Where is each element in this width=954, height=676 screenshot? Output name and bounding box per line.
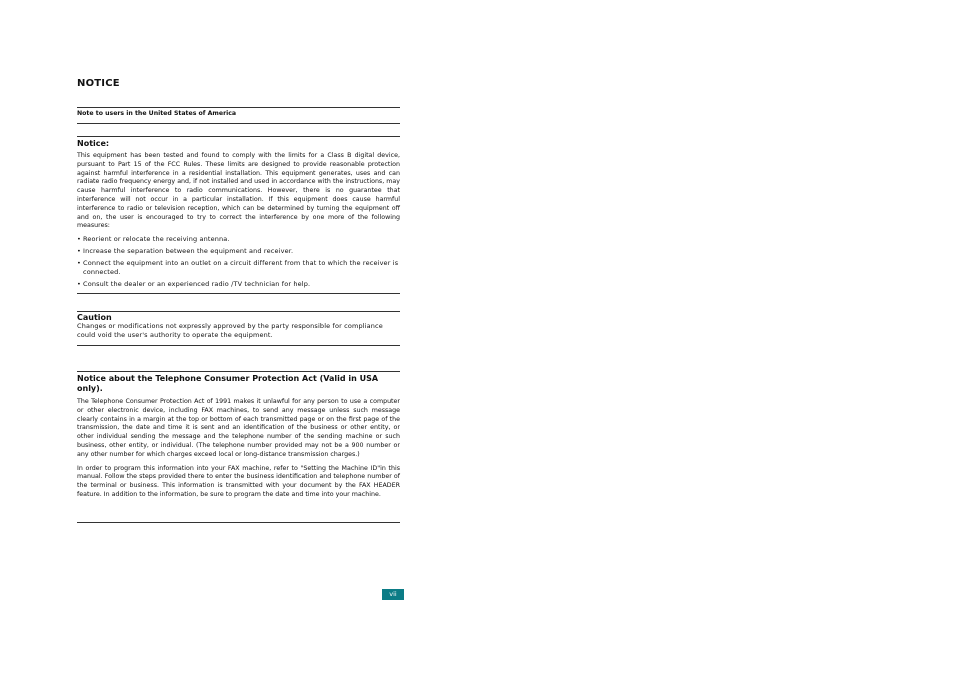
rule-fcc-top bbox=[77, 136, 400, 137]
bullet-icon: • bbox=[77, 246, 81, 255]
page-number-badge: vii bbox=[382, 589, 404, 600]
page-title: NOTICE bbox=[77, 78, 120, 89]
bullet-icon: • bbox=[77, 279, 81, 288]
fcc-measures-list bbox=[77, 235, 400, 289]
rule-caution-top bbox=[77, 311, 400, 312]
rule-us-note-bottom bbox=[77, 123, 400, 124]
us-note-heading: Note to users in the United States of America bbox=[77, 110, 237, 117]
rule-tcpa-bottom bbox=[77, 522, 400, 523]
rule-caution-bottom bbox=[77, 345, 400, 346]
caution-heading: Caution bbox=[77, 313, 112, 322]
list-item: • Reorient or relocate the receiving antenna. bbox=[77, 234, 230, 243]
tcpa-paragraph-2: In order to program this information into your FAX machine, refer to "Setting the Machine ID"in this manual. Follow the steps provided there to enter the business identification and telephone number of the terminal or business. This information is transmitted with your document by the FAX HEADER feature. In addition to the information, be sure to program the date and time into your machine. bbox=[77, 464, 400, 498]
bullet-icon: • bbox=[77, 259, 81, 268]
caution-body: Changes or modifications not expressly approved by the party responsible for compliance could void the user's authority to operate the equipment. bbox=[77, 322, 383, 339]
tcpa-section bbox=[77, 374, 400, 500]
list-item: • Increase the separation between the equipment and receiver. bbox=[77, 246, 294, 255]
rule-top bbox=[77, 107, 400, 108]
tcpa-heading: Notice about the Telephone Consumer Protection Act (Valid in USA only). bbox=[77, 374, 379, 393]
fcc-section bbox=[77, 139, 400, 289]
rule-fcc-bottom bbox=[77, 293, 400, 294]
fcc-heading: Notice: bbox=[77, 139, 110, 148]
list-item: • Connect the equipment into an outlet on a circuit different from that to which the receiver is connected. bbox=[77, 259, 399, 276]
tcpa-paragraph-1: The Telephone Consumer Protection Act of 1991 makes it unlawful for any person to use a computer or other electronic device, including FAX machines, to send any message unless such message clearly contains in a margin at the top or bottom of each transmitted page or on the first page of the transmission, the date and time it is sent and an identification of the business or other entity, or other individual sending the message and the telephone number of the sending machine or such business, other entity, or individual. (The telephone number provided may not be a 900 number or any other number for which charges exceed local or long-distance transmission charges.) bbox=[77, 398, 400, 458]
caution-section bbox=[77, 313, 400, 339]
fcc-body: This equipment has been tested and found to comply with the limits for a Class B digital device, pursuant to Part 15 of the FCC Rules. These limits are designed to provide reasonable protection against harmful interference in a residential installation. This equipment generates, uses and can radiate radio frequency energy and, if not installed and used in accordance with the instructions, may cause harmful interference to radio communications. However, there is no guarantee that interference will not occur in a particular installation. If this equipment does cause harmful interference to radio or television reception, which can be determined by turning the equipment off and on, the user is encouraged to try to correct the interference by one more of the following measures: bbox=[77, 152, 400, 230]
rule-tcpa-top bbox=[77, 371, 400, 372]
list-item: • Consult the dealer or an experienced radio /TV technician for help. bbox=[77, 279, 311, 288]
bullet-icon: • bbox=[77, 234, 81, 243]
